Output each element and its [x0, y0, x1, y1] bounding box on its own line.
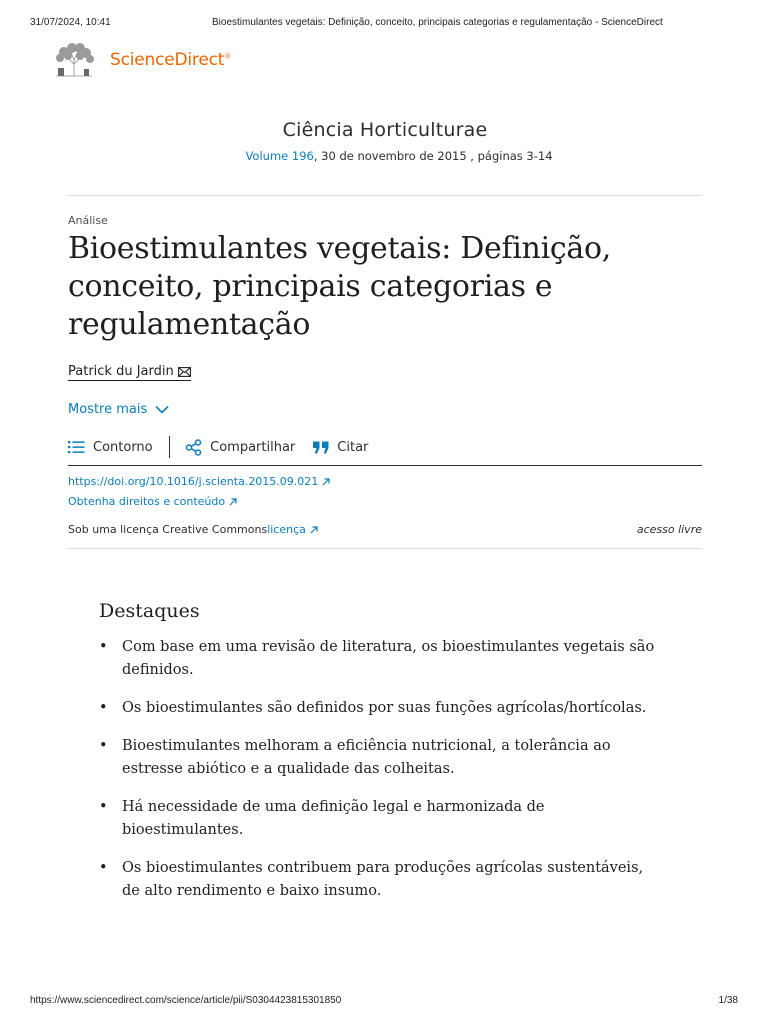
- bullet: •: [99, 738, 108, 754]
- issue-info: [0, 149, 768, 163]
- list-item-text: Os bioestimulantes contribuem para produções agrícolas sustentáveis, de alto rendimento e baixo insumo.: [122, 860, 644, 899]
- journal-name[interactable]: Ciência Horticulturae: [282, 119, 488, 141]
- share-icon: [185, 439, 202, 456]
- show-more-label: Mostre mais: [68, 402, 148, 417]
- print-date: 31/07/2024, 10:41: [30, 17, 111, 28]
- external-link-icon: [229, 498, 237, 506]
- share-button[interactable]: [185, 439, 295, 456]
- list-item-text: Os bioestimulantes são definidos por suas funções agrícolas/hortícolas.: [122, 700, 647, 716]
- article-toolbar: [68, 436, 368, 458]
- divider: [68, 195, 702, 196]
- list-item: [99, 735, 659, 781]
- author-link[interactable]: [68, 364, 191, 381]
- external-link-icon: [310, 526, 318, 534]
- bullet: •: [99, 860, 108, 876]
- volume-link[interactable]: Volume 196: [245, 149, 314, 163]
- article-type: Análise: [68, 214, 108, 227]
- brand-name: ScienceDirect®: [110, 50, 232, 70]
- open-access-badge: acesso livre: [636, 523, 702, 536]
- bullet: •: [99, 799, 108, 815]
- rights-text: Obtenha direitos e conteúdo: [68, 495, 226, 508]
- highlights-list: [99, 636, 659, 918]
- print-footer: [30, 995, 738, 1009]
- license-link[interactable]: [267, 523, 318, 536]
- sciencedirect-logo[interactable]: [52, 42, 231, 78]
- highlights-heading: Destaques: [99, 600, 200, 622]
- license-line: [68, 523, 318, 536]
- page-indicator: 1/38: [718, 995, 738, 1006]
- toolbar-separator: [169, 436, 171, 458]
- license-link-text: licença: [267, 523, 306, 536]
- bullet: •: [99, 700, 108, 716]
- print-url: https://www.sciencedirect.com/science/article/pii/S0304423815301850: [30, 995, 342, 1006]
- outline-button[interactable]: [68, 440, 153, 455]
- cite-button[interactable]: [313, 440, 368, 455]
- show-more-button[interactable]: [68, 402, 169, 417]
- list-item: [99, 796, 659, 842]
- list-item: [99, 636, 659, 682]
- author-name: Patrick du Jardin: [68, 364, 174, 379]
- quote-icon: [313, 441, 329, 454]
- list-item-text: Bioestimulantes melhoram a eficiência nutricional, a tolerância ao estresse abiótico e a qualidade das colheitas.: [122, 738, 611, 777]
- print-header: [30, 17, 738, 31]
- chevron-down-icon: [155, 405, 169, 414]
- list-item-text: Com base em uma revisão de literatura, os bioestimulantes vegetais são definidos.: [122, 639, 655, 678]
- elsevier-tree-icon: [52, 42, 96, 78]
- external-link-icon: [322, 478, 330, 486]
- issue-details: , 30 de novembro de 2015 , páginas 3-14: [313, 149, 553, 163]
- doi-text: https://doi.org/10.1016/j.scienta.2015.09.021: [68, 475, 319, 488]
- toolbar-divider: [68, 465, 702, 466]
- list-item-text: Há necessidade de uma definição legal e harmonizada de bioestimulantes.: [122, 799, 545, 838]
- divider: [68, 548, 702, 549]
- print-page-title: Bioestimulantes vegetais: Definição, conceito, principais categorias e regulamentação - ScienceDirect: [212, 17, 663, 28]
- doi-link[interactable]: [68, 475, 330, 488]
- list-icon: [68, 440, 85, 454]
- outline-label: Contorno: [93, 439, 153, 455]
- license-prefix: Sob uma licença Creative Commons: [68, 523, 268, 536]
- list-item: [99, 857, 659, 903]
- article-title: Bioestimulantes vegetais: Definição, conceito, principais categorias e regulamentação: [68, 231, 611, 342]
- bullet: •: [99, 639, 108, 655]
- rights-link[interactable]: [68, 495, 237, 508]
- cite-label: Citar: [337, 439, 369, 455]
- share-label: Compartilhar: [210, 439, 296, 455]
- list-item: [99, 697, 659, 720]
- envelope-icon[interactable]: [178, 367, 191, 377]
